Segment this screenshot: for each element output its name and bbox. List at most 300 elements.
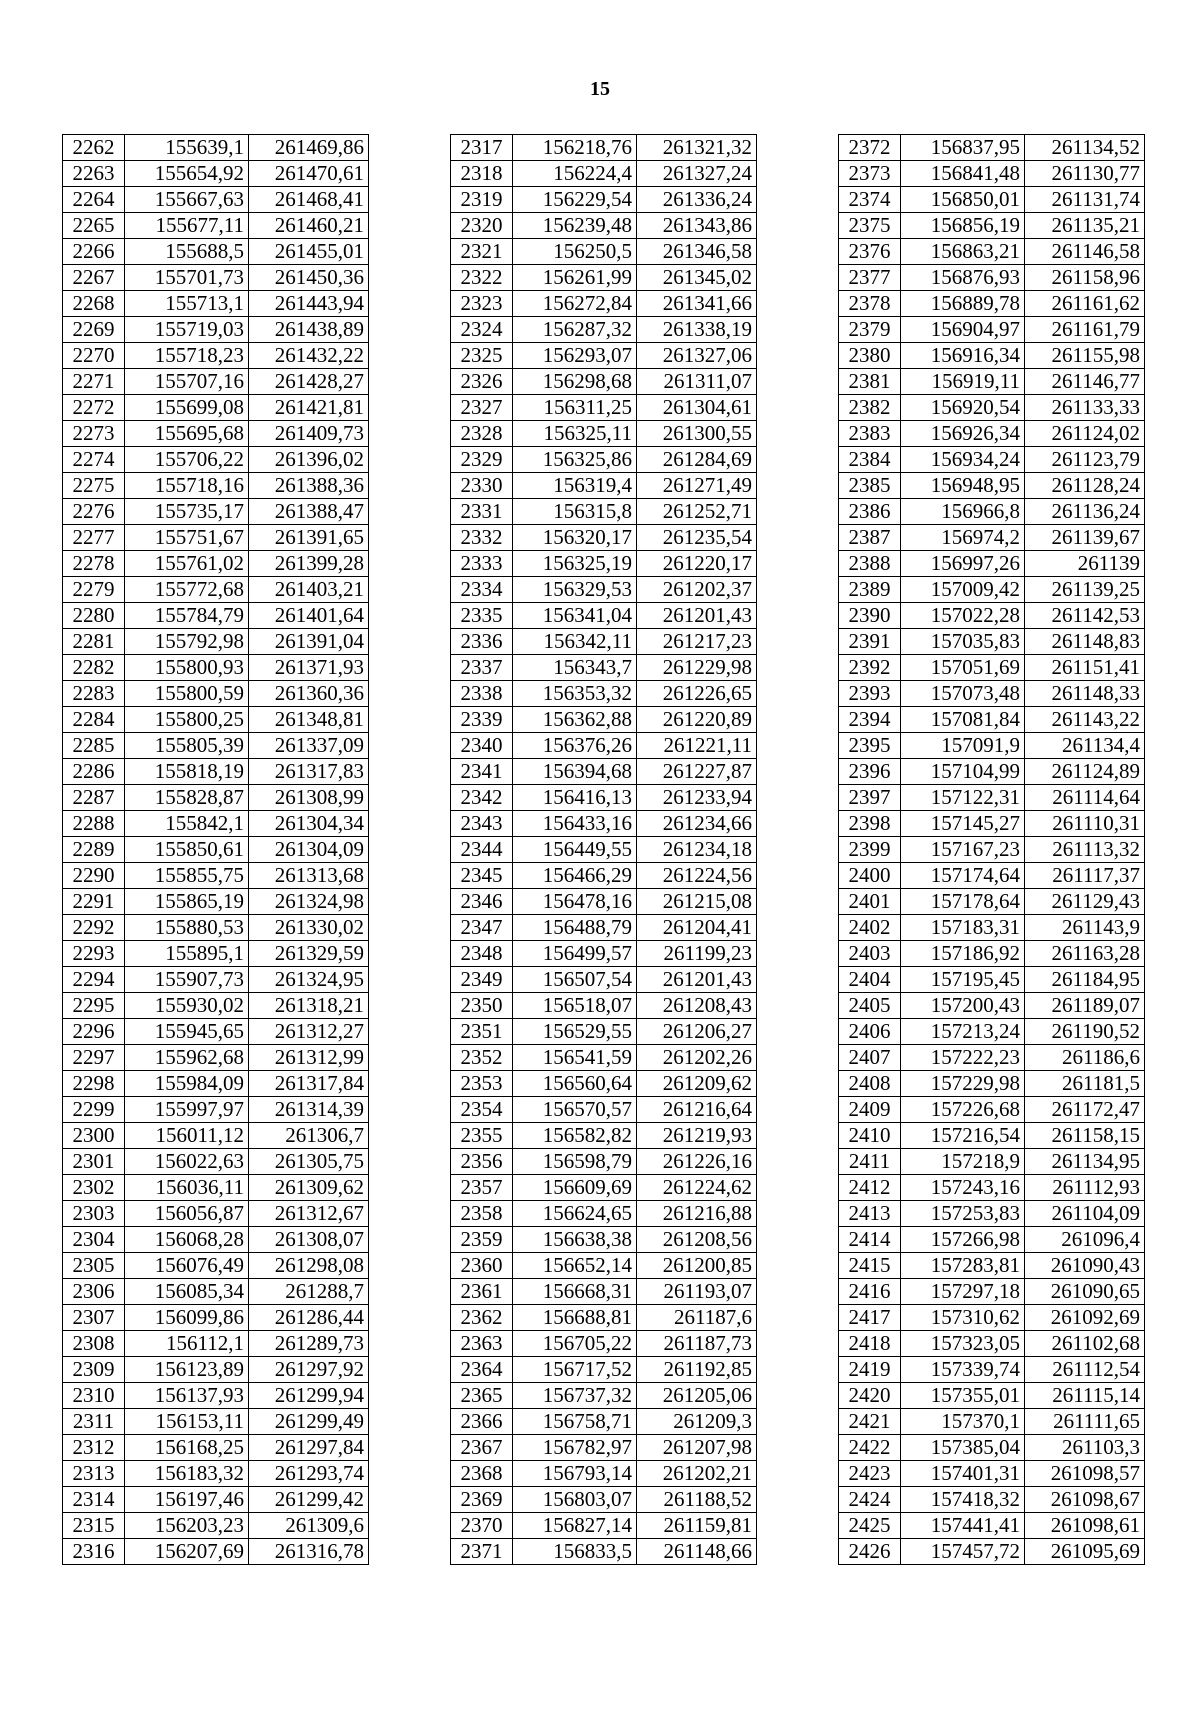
table-row — [839, 993, 1145, 1019]
x-coordinate-cell: 155639,1 — [125, 135, 249, 161]
point-number-cell: 2331 — [451, 499, 513, 525]
y-coordinate-cell: 261443,94 — [249, 291, 369, 317]
table-row — [839, 1461, 1145, 1487]
table-row — [63, 1409, 369, 1435]
y-coordinate-cell: 261299,49 — [249, 1409, 369, 1435]
table-row — [63, 577, 369, 603]
y-coordinate-cell: 261221,11 — [637, 733, 757, 759]
table-row — [451, 1461, 757, 1487]
x-coordinate-cell: 156272,84 — [513, 291, 637, 317]
y-coordinate-cell: 261227,87 — [637, 759, 757, 785]
table-row — [839, 1201, 1145, 1227]
y-coordinate-cell: 261455,01 — [249, 239, 369, 265]
point-number-cell: 2374 — [839, 187, 901, 213]
point-number-cell: 2390 — [839, 603, 901, 629]
table-row — [839, 1305, 1145, 1331]
table-row — [451, 499, 757, 525]
point-number-cell: 2272 — [63, 395, 125, 421]
point-number-cell: 2325 — [451, 343, 513, 369]
table-row — [839, 1045, 1145, 1071]
x-coordinate-cell: 157355,01 — [901, 1383, 1025, 1409]
y-coordinate-cell: 261318,21 — [249, 993, 369, 1019]
y-coordinate-cell: 261304,34 — [249, 811, 369, 837]
y-coordinate-cell: 261312,67 — [249, 1201, 369, 1227]
point-number-cell: 2288 — [63, 811, 125, 837]
x-coordinate-cell: 156529,55 — [513, 1019, 637, 1045]
x-coordinate-cell: 156416,13 — [513, 785, 637, 811]
point-number-cell: 2321 — [451, 239, 513, 265]
table-row — [839, 421, 1145, 447]
y-coordinate-cell: 261321,32 — [637, 135, 757, 161]
y-coordinate-cell: 261193,07 — [637, 1279, 757, 1305]
y-coordinate-cell: 261209,3 — [637, 1409, 757, 1435]
table-row — [839, 811, 1145, 837]
table-row — [451, 915, 757, 941]
point-number-cell: 2278 — [63, 551, 125, 577]
point-number-cell: 2314 — [63, 1487, 125, 1513]
point-number-cell: 2423 — [839, 1461, 901, 1487]
x-coordinate-cell: 155907,73 — [125, 967, 249, 993]
y-coordinate-cell: 261226,65 — [637, 681, 757, 707]
y-coordinate-cell: 261399,28 — [249, 551, 369, 577]
point-number-cell: 2350 — [451, 993, 513, 1019]
table-row — [839, 967, 1145, 993]
table-row — [451, 1305, 757, 1331]
table-row — [63, 135, 369, 161]
point-number-cell: 2329 — [451, 447, 513, 473]
table-row — [451, 1487, 757, 1513]
x-coordinate-cell: 157091,9 — [901, 733, 1025, 759]
x-coordinate-cell: 156560,64 — [513, 1071, 637, 1097]
y-coordinate-cell: 261219,93 — [637, 1123, 757, 1149]
table-row — [839, 1435, 1145, 1461]
point-number-cell: 2364 — [451, 1357, 513, 1383]
point-number-cell: 2336 — [451, 629, 513, 655]
y-coordinate-cell: 261317,84 — [249, 1071, 369, 1097]
point-number-cell: 2273 — [63, 421, 125, 447]
point-number-cell: 2384 — [839, 447, 901, 473]
x-coordinate-cell: 156085,34 — [125, 1279, 249, 1305]
y-coordinate-cell: 261329,59 — [249, 941, 369, 967]
point-number-cell: 2302 — [63, 1175, 125, 1201]
table-row — [839, 1357, 1145, 1383]
x-coordinate-cell: 157183,31 — [901, 915, 1025, 941]
point-number-cell: 2380 — [839, 343, 901, 369]
x-coordinate-cell: 157370,1 — [901, 1409, 1025, 1435]
point-number-cell: 2269 — [63, 317, 125, 343]
table-row — [839, 681, 1145, 707]
table-row — [839, 707, 1145, 733]
table-row — [63, 941, 369, 967]
table-row — [451, 863, 757, 889]
x-coordinate-cell: 156353,32 — [513, 681, 637, 707]
x-coordinate-cell: 157122,31 — [901, 785, 1025, 811]
point-number-cell: 2287 — [63, 785, 125, 811]
y-coordinate-cell: 261202,21 — [637, 1461, 757, 1487]
x-coordinate-cell: 156183,32 — [125, 1461, 249, 1487]
table-row — [63, 1045, 369, 1071]
table-row — [451, 733, 757, 759]
table-row — [839, 1019, 1145, 1045]
table-row — [63, 1019, 369, 1045]
y-coordinate-cell: 261226,16 — [637, 1149, 757, 1175]
x-coordinate-cell: 157022,28 — [901, 603, 1025, 629]
point-number-cell: 2368 — [451, 1461, 513, 1487]
table-row — [63, 863, 369, 889]
table-row — [63, 1513, 369, 1539]
point-number-cell: 2420 — [839, 1383, 901, 1409]
point-number-cell: 2351 — [451, 1019, 513, 1045]
point-number-cell: 2405 — [839, 993, 901, 1019]
table-row — [451, 811, 757, 837]
table-row — [839, 577, 1145, 603]
point-number-cell: 2284 — [63, 707, 125, 733]
y-coordinate-cell: 261131,74 — [1025, 187, 1145, 213]
x-coordinate-cell: 156022,63 — [125, 1149, 249, 1175]
x-coordinate-cell: 155984,09 — [125, 1071, 249, 1097]
point-number-cell: 2426 — [839, 1539, 901, 1565]
table-row — [63, 473, 369, 499]
x-coordinate-cell: 155850,61 — [125, 837, 249, 863]
table-row — [839, 1487, 1145, 1513]
point-number-cell: 2371 — [451, 1539, 513, 1565]
y-coordinate-cell: 261103,3 — [1025, 1435, 1145, 1461]
x-coordinate-cell: 156916,34 — [901, 343, 1025, 369]
table-row — [839, 1279, 1145, 1305]
point-number-cell: 2372 — [839, 135, 901, 161]
point-number-cell: 2310 — [63, 1383, 125, 1409]
table-row — [839, 629, 1145, 655]
x-coordinate-cell: 156298,68 — [513, 369, 637, 395]
y-coordinate-cell: 261216,88 — [637, 1201, 757, 1227]
point-number-cell: 2348 — [451, 941, 513, 967]
y-coordinate-cell: 261345,02 — [637, 265, 757, 291]
table-row — [63, 603, 369, 629]
x-coordinate-cell: 156478,16 — [513, 889, 637, 915]
y-coordinate-cell: 261159,81 — [637, 1513, 757, 1539]
point-number-cell: 2275 — [63, 473, 125, 499]
table-row — [451, 473, 757, 499]
table-row — [451, 1435, 757, 1461]
x-coordinate-cell: 155945,65 — [125, 1019, 249, 1045]
x-coordinate-cell: 156325,86 — [513, 447, 637, 473]
x-coordinate-cell: 157035,83 — [901, 629, 1025, 655]
y-coordinate-cell: 261330,02 — [249, 915, 369, 941]
y-coordinate-cell: 261327,24 — [637, 161, 757, 187]
table-row — [839, 1071, 1145, 1097]
y-coordinate-cell: 261098,57 — [1025, 1461, 1145, 1487]
point-number-cell: 2349 — [451, 967, 513, 993]
point-number-cell: 2306 — [63, 1279, 125, 1305]
x-coordinate-cell: 157226,68 — [901, 1097, 1025, 1123]
x-coordinate-cell: 155800,93 — [125, 655, 249, 681]
point-number-cell: 2414 — [839, 1227, 901, 1253]
point-number-cell: 2353 — [451, 1071, 513, 1097]
y-coordinate-cell: 261172,47 — [1025, 1097, 1145, 1123]
y-coordinate-cell: 261206,27 — [637, 1019, 757, 1045]
table-row — [451, 629, 757, 655]
point-number-cell: 2339 — [451, 707, 513, 733]
x-coordinate-cell: 156207,69 — [125, 1539, 249, 1565]
point-number-cell: 2357 — [451, 1175, 513, 1201]
y-coordinate-cell: 261158,15 — [1025, 1123, 1145, 1149]
x-coordinate-cell: 155706,22 — [125, 447, 249, 473]
x-coordinate-cell: 156293,07 — [513, 343, 637, 369]
table-row — [839, 317, 1145, 343]
point-number-cell: 2401 — [839, 889, 901, 915]
table-row — [63, 1175, 369, 1201]
y-coordinate-cell: 261189,07 — [1025, 993, 1145, 1019]
y-coordinate-cell: 261163,28 — [1025, 941, 1145, 967]
point-number-cell: 2388 — [839, 551, 901, 577]
point-number-cell: 2266 — [63, 239, 125, 265]
table-row — [451, 551, 757, 577]
point-number-cell: 2375 — [839, 213, 901, 239]
x-coordinate-cell: 156325,19 — [513, 551, 637, 577]
y-coordinate-cell: 261215,08 — [637, 889, 757, 915]
x-coordinate-cell: 155805,39 — [125, 733, 249, 759]
x-coordinate-cell: 157243,16 — [901, 1175, 1025, 1201]
table-row — [63, 1305, 369, 1331]
x-coordinate-cell: 156488,79 — [513, 915, 637, 941]
table-row — [839, 239, 1145, 265]
table-row — [63, 499, 369, 525]
point-number-cell: 2292 — [63, 915, 125, 941]
x-coordinate-cell: 156926,34 — [901, 421, 1025, 447]
point-number-cell: 2355 — [451, 1123, 513, 1149]
y-coordinate-cell: 261220,17 — [637, 551, 757, 577]
y-coordinate-cell: 261224,62 — [637, 1175, 757, 1201]
y-coordinate-cell: 261308,07 — [249, 1227, 369, 1253]
point-number-cell: 2378 — [839, 291, 901, 317]
y-coordinate-cell: 261324,95 — [249, 967, 369, 993]
y-coordinate-cell: 261299,94 — [249, 1383, 369, 1409]
point-number-cell: 2398 — [839, 811, 901, 837]
y-coordinate-cell: 261324,98 — [249, 889, 369, 915]
point-number-cell: 2285 — [63, 733, 125, 759]
table-row — [63, 681, 369, 707]
point-number-cell: 2335 — [451, 603, 513, 629]
table-row — [839, 161, 1145, 187]
point-number-cell: 2418 — [839, 1331, 901, 1357]
x-coordinate-cell: 156624,65 — [513, 1201, 637, 1227]
x-coordinate-cell: 155713,1 — [125, 291, 249, 317]
x-coordinate-cell: 156609,69 — [513, 1175, 637, 1201]
y-coordinate-cell: 261224,56 — [637, 863, 757, 889]
table-row — [839, 863, 1145, 889]
table-row — [451, 1539, 757, 1565]
x-coordinate-cell: 156137,93 — [125, 1383, 249, 1409]
table-row — [451, 369, 757, 395]
x-coordinate-cell: 156570,57 — [513, 1097, 637, 1123]
x-coordinate-cell: 156224,4 — [513, 161, 637, 187]
table-row — [451, 1279, 757, 1305]
y-coordinate-cell: 261396,02 — [249, 447, 369, 473]
x-coordinate-cell: 155667,63 — [125, 187, 249, 213]
table-row — [451, 239, 757, 265]
y-coordinate-cell: 261300,55 — [637, 421, 757, 447]
table-row — [63, 239, 369, 265]
table-row — [451, 135, 757, 161]
point-number-cell: 2332 — [451, 525, 513, 551]
table-row — [63, 1357, 369, 1383]
table-row — [63, 1227, 369, 1253]
point-number-cell: 2402 — [839, 915, 901, 941]
x-coordinate-cell: 156056,87 — [125, 1201, 249, 1227]
x-coordinate-cell: 155751,67 — [125, 525, 249, 551]
y-coordinate-cell: 261155,98 — [1025, 343, 1145, 369]
x-coordinate-cell: 157186,92 — [901, 941, 1025, 967]
y-coordinate-cell: 261146,77 — [1025, 369, 1145, 395]
x-coordinate-cell: 156920,54 — [901, 395, 1025, 421]
x-coordinate-cell: 157310,62 — [901, 1305, 1025, 1331]
y-coordinate-cell: 261289,73 — [249, 1331, 369, 1357]
y-coordinate-cell: 261252,71 — [637, 499, 757, 525]
table-row — [63, 655, 369, 681]
x-coordinate-cell: 157253,83 — [901, 1201, 1025, 1227]
table-row — [63, 265, 369, 291]
point-number-cell: 2304 — [63, 1227, 125, 1253]
x-coordinate-cell: 156803,07 — [513, 1487, 637, 1513]
point-number-cell: 2346 — [451, 889, 513, 915]
point-number-cell: 2286 — [63, 759, 125, 785]
point-number-cell: 2340 — [451, 733, 513, 759]
x-coordinate-cell: 156068,28 — [125, 1227, 249, 1253]
table-row — [839, 1331, 1145, 1357]
x-coordinate-cell: 156876,93 — [901, 265, 1025, 291]
x-coordinate-cell: 155761,02 — [125, 551, 249, 577]
y-coordinate-cell: 261346,58 — [637, 239, 757, 265]
table-row — [451, 707, 757, 733]
y-coordinate-cell: 261391,65 — [249, 525, 369, 551]
table-row — [451, 1227, 757, 1253]
table-row — [839, 1227, 1145, 1253]
table-row — [839, 265, 1145, 291]
table-row — [63, 525, 369, 551]
point-number-cell: 2393 — [839, 681, 901, 707]
coordinate-table-3 — [838, 134, 1145, 1565]
point-number-cell: 2333 — [451, 551, 513, 577]
x-coordinate-cell: 156099,86 — [125, 1305, 249, 1331]
y-coordinate-cell: 261148,33 — [1025, 681, 1145, 707]
point-number-cell: 2358 — [451, 1201, 513, 1227]
table-row — [839, 213, 1145, 239]
point-number-cell: 2359 — [451, 1227, 513, 1253]
x-coordinate-cell: 156904,97 — [901, 317, 1025, 343]
x-coordinate-cell: 156793,14 — [513, 1461, 637, 1487]
y-coordinate-cell: 261297,84 — [249, 1435, 369, 1461]
table-row — [839, 1149, 1145, 1175]
point-number-cell: 2344 — [451, 837, 513, 863]
table-row — [451, 421, 757, 447]
y-coordinate-cell: 261311,07 — [637, 369, 757, 395]
y-coordinate-cell: 261308,99 — [249, 785, 369, 811]
table-row — [839, 603, 1145, 629]
y-coordinate-cell: 261102,68 — [1025, 1331, 1145, 1357]
x-coordinate-cell: 157266,98 — [901, 1227, 1025, 1253]
y-coordinate-cell: 261114,64 — [1025, 785, 1145, 811]
table-row — [451, 1513, 757, 1539]
y-coordinate-cell: 261129,43 — [1025, 889, 1145, 915]
x-coordinate-cell: 156168,25 — [125, 1435, 249, 1461]
y-coordinate-cell: 261098,61 — [1025, 1513, 1145, 1539]
point-number-cell: 2323 — [451, 291, 513, 317]
table-row — [451, 1097, 757, 1123]
table-row — [839, 395, 1145, 421]
point-number-cell: 2270 — [63, 343, 125, 369]
point-number-cell: 2312 — [63, 1435, 125, 1461]
table-row — [63, 1201, 369, 1227]
point-number-cell: 2421 — [839, 1409, 901, 1435]
point-number-cell: 2313 — [63, 1461, 125, 1487]
x-coordinate-cell: 156598,79 — [513, 1149, 637, 1175]
x-coordinate-cell: 156362,88 — [513, 707, 637, 733]
y-coordinate-cell: 261111,65 — [1025, 1409, 1145, 1435]
table-row — [63, 733, 369, 759]
y-coordinate-cell: 261204,41 — [637, 915, 757, 941]
point-number-cell: 2311 — [63, 1409, 125, 1435]
point-number-cell: 2300 — [63, 1123, 125, 1149]
point-number-cell: 2399 — [839, 837, 901, 863]
y-coordinate-cell: 261348,81 — [249, 707, 369, 733]
point-number-cell: 2425 — [839, 1513, 901, 1539]
x-coordinate-cell: 157441,41 — [901, 1513, 1025, 1539]
x-coordinate-cell: 155997,97 — [125, 1097, 249, 1123]
y-coordinate-cell: 261304,09 — [249, 837, 369, 863]
y-coordinate-cell: 261288,7 — [249, 1279, 369, 1305]
table-row — [451, 1071, 757, 1097]
table-row — [451, 395, 757, 421]
point-number-cell: 2363 — [451, 1331, 513, 1357]
point-number-cell: 2409 — [839, 1097, 901, 1123]
y-coordinate-cell: 261371,93 — [249, 655, 369, 681]
point-number-cell: 2293 — [63, 941, 125, 967]
table-row — [839, 187, 1145, 213]
point-number-cell: 2417 — [839, 1305, 901, 1331]
table-row — [63, 421, 369, 447]
x-coordinate-cell: 157216,54 — [901, 1123, 1025, 1149]
x-coordinate-cell: 155895,1 — [125, 941, 249, 967]
y-coordinate-cell: 261110,31 — [1025, 811, 1145, 837]
point-number-cell: 2297 — [63, 1045, 125, 1071]
x-coordinate-cell: 156966,8 — [901, 499, 1025, 525]
point-number-cell: 2387 — [839, 525, 901, 551]
point-number-cell: 2309 — [63, 1357, 125, 1383]
y-coordinate-cell: 261148,66 — [637, 1539, 757, 1565]
x-coordinate-cell: 156112,1 — [125, 1331, 249, 1357]
y-coordinate-cell: 261314,39 — [249, 1097, 369, 1123]
x-coordinate-cell: 157009,42 — [901, 577, 1025, 603]
x-coordinate-cell: 156638,38 — [513, 1227, 637, 1253]
point-number-cell: 2298 — [63, 1071, 125, 1097]
x-coordinate-cell: 155818,19 — [125, 759, 249, 785]
table-row — [451, 889, 757, 915]
x-coordinate-cell: 156833,5 — [513, 1539, 637, 1565]
x-coordinate-cell: 157167,23 — [901, 837, 1025, 863]
x-coordinate-cell: 156153,11 — [125, 1409, 249, 1435]
y-coordinate-cell: 261139,25 — [1025, 577, 1145, 603]
table-row — [63, 1383, 369, 1409]
table-row — [63, 369, 369, 395]
point-number-cell: 2400 — [839, 863, 901, 889]
table-row — [839, 733, 1145, 759]
table-row — [839, 369, 1145, 395]
y-coordinate-cell: 261124,89 — [1025, 759, 1145, 785]
y-coordinate-cell: 261220,89 — [637, 707, 757, 733]
table-row — [63, 187, 369, 213]
point-number-cell: 2319 — [451, 187, 513, 213]
x-coordinate-cell: 156997,26 — [901, 551, 1025, 577]
